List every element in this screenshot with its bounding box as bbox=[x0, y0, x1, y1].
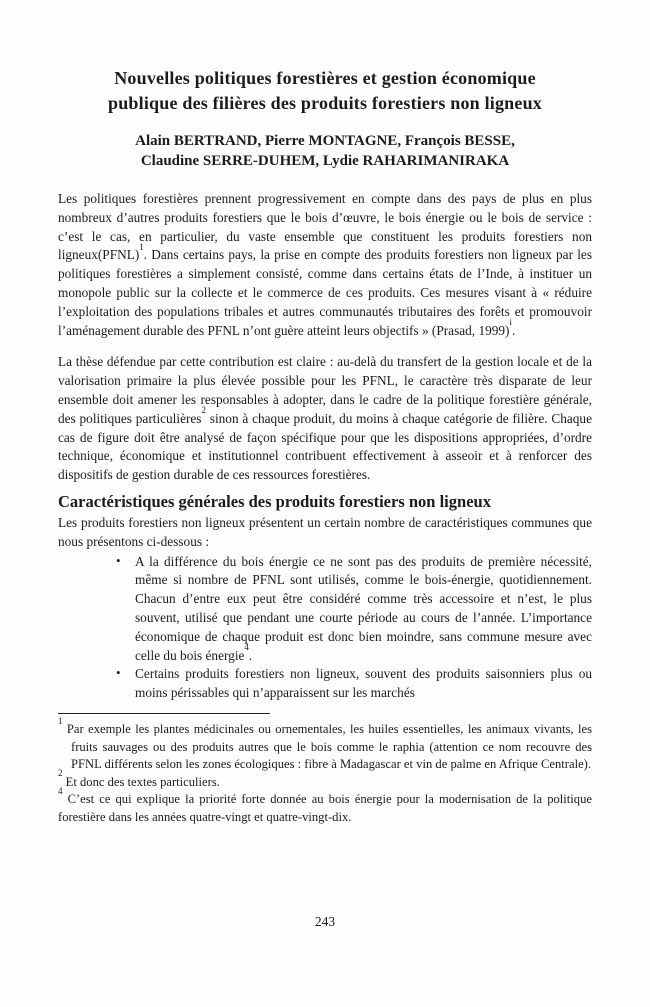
footnote-1-text: Par exemple les plantes médicinales ou ornementales, les huiles essentielles, les animaux vivants, les fruits sauvages ou des produits autres que le bois comme le raphia (attention ce nom recouvre des PFNL différents selon les zones écologiques : fibre à Madagascar et vin de palme en Afrique Centrale). bbox=[66, 721, 592, 772]
list-item-text: . bbox=[248, 647, 253, 663]
paper-authors bbox=[58, 131, 592, 171]
footnote-4 bbox=[58, 786, 592, 826]
footnote-ref-2: 2 bbox=[201, 405, 206, 416]
endnote-ref-i: i bbox=[509, 317, 512, 328]
paragraph-2-text: sinon à chaque produit, du moins à chaque catégorie de filière. Chaque cas de figure doit être analysé de façon spécifique pour que les dispositions appropriées, d’ordre technique, économique et institutionnel contribuent effectivement à asseoir et à renforcer des dispositifs de gestion durable de ces ressources forestières. bbox=[58, 410, 592, 483]
paragraph-1-text: . bbox=[512, 322, 516, 338]
footnote-2-marker: 2 bbox=[58, 768, 63, 779]
footnote-2-text: Et donc des textes particuliers. bbox=[65, 774, 220, 789]
footnote-1-marker: 1 bbox=[58, 715, 63, 726]
paragraph-2-text: La thèse défendue par cette contribution est claire : au-delà du transfert de la gestion locale et de la valorisation primaire la plus élevée possible pour les PFNL, le caractère très disparate de leur ensemble doit amener les responsables à adopter, dans le cadre de la politique forestière générale, des politiques particulières bbox=[58, 354, 592, 426]
list-item-text: A la différence du bois énergie ce ne sont pas des produits de première nécessité, même si nombre de PFNL sont utilisés, comme le bois-énergie, quotidiennement. Chacun d’entre eux peut être considéré comme très accessoire et n’est, le plus souvent, utilisé que pendant une courte période au cours de l’année. L’importance économique de chaque produit est donc bien moindre, sans commune mesure avec celle du bois énergie bbox=[135, 553, 592, 663]
bullet-icon: • bbox=[116, 665, 121, 681]
paragraph-1-text: . Dans certains pays, la prise en compte des produits forestiers non ligneux par les politiques forestières a simplement consisté, comme dans certains états de l’Inde, à instituer un monopole public sur la collecte et le commerce de ces produits. Ces mesures visant à « réduire l’exploitation des populations tribales et autres communautés tributaires des forêts et promouvoir l’aménagement durable des PFNL n’ont guère atteint leurs objectifs » (Prasad, 1999) bbox=[58, 247, 592, 338]
footnote-4-marker: 4 bbox=[58, 786, 63, 797]
paper-title-line-1: Nouvelles politiques forestières et gestion économique bbox=[114, 68, 536, 88]
list-item bbox=[58, 665, 592, 703]
paragraph-1 bbox=[58, 190, 592, 340]
paragraph-2 bbox=[58, 353, 592, 485]
list-item bbox=[58, 553, 592, 666]
list-item-text: Certains produits forestiers non ligneux, souvent des produits saisonniers plus ou moins périssables qui n’apparaissent sur les marchés bbox=[135, 666, 592, 701]
footnote-4-text: C’est ce qui explique la priorité forte donnée au bois énergie pour la modernisation de la politique forestière dans les années quatre-vingt et quatre-vingt-dix. bbox=[58, 792, 592, 824]
footnote-ref-1: 1 bbox=[139, 241, 144, 252]
page-number: 243 bbox=[314, 914, 336, 929]
authors-line-2: Claudine SERRE-DUHEM, Lydie RAHARIMANIRAKA bbox=[140, 153, 510, 169]
paper-title bbox=[58, 66, 592, 115]
bullet-list bbox=[58, 553, 592, 703]
paragraph-1-text: Les politiques forestières prennent progressivement en compte dans des pays de plus en plus nombreux d’autres produits forestiers que le bois d’œuvre, le bois énergie ou le bois de service : c’est le cas, en particulier, du vaste ensemble que constituent les produits forestiers non ligneux(PFNL) bbox=[58, 191, 592, 263]
footnote-2 bbox=[58, 768, 592, 792]
section-heading: Caractéristiques générales des produits forestiers non ligneux bbox=[58, 491, 491, 511]
paper-title-line-2: publique des filières des produits forestiers non ligneux bbox=[108, 92, 542, 113]
footnote-ref-4: 4 bbox=[244, 642, 249, 653]
footnote-1 bbox=[58, 715, 592, 774]
section-intro: Les produits forestiers non ligneux présentent un certain nombre de caractéristiques communes que nous présentons ci-dessous : bbox=[58, 514, 592, 549]
authors-line-1: Alain BERTRAND, Pierre MONTAGNE, François BESSE, bbox=[135, 133, 515, 149]
footnote-separator bbox=[58, 713, 270, 714]
bullet-icon: • bbox=[116, 552, 121, 568]
